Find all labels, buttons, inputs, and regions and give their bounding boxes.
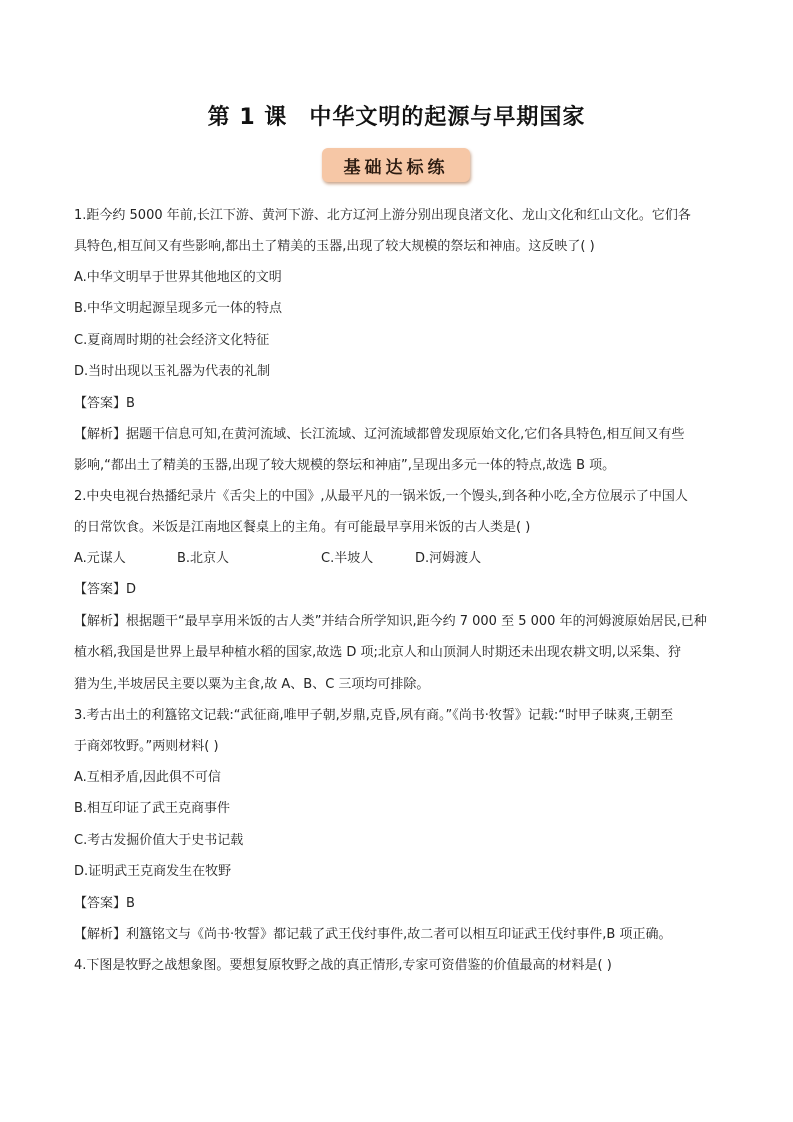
q2-option-a: A.元谋人 bbox=[74, 551, 126, 566]
q4-stem-line1: 4.下图是牧野之战想象图。要想复原牧野之战的真正情形,专家可资借鉴的价值最高的材料是( ) bbox=[74, 958, 612, 973]
q1-option-d: D.当时出现以玉礼器为代表的礼制 bbox=[74, 364, 271, 379]
q3-option-d: D.证明武王克商发生在牧野 bbox=[74, 864, 232, 879]
q2-explanation-line1: 【解析】根据题干“最早享用米饭的古人类”并结合所学知识,距今约 7 000 至 5 000 年的河姆渡原始居民,已种 bbox=[74, 614, 707, 629]
q3-stem-line2: 于商郊牧野。”两则材料( ) bbox=[74, 739, 219, 754]
q2-explanation-line3: 猎为生,半坡居民主要以粟为主食,故 A、B、C 三项均可排除。 bbox=[74, 677, 430, 692]
q1-explanation-line1: 【解析】据题干信息可知,在黄河流域、长江流域、辽河流域都曾发现原始文化,它们各具特色,相互间又有些 bbox=[74, 427, 685, 442]
lesson-title: 中华文明的起源与早期国家 bbox=[309, 105, 586, 130]
page-title bbox=[0, 100, 793, 131]
q1-option-c: C.夏商周时期的社会经济文化特征 bbox=[74, 333, 270, 348]
q2-stem-line1: 2.中央电视台热播纪录片《舌尖上的中国》,从最平凡的一锅米饭,一个馒头,到各种小吃,全方位展示了中国人 bbox=[74, 489, 688, 504]
q3-option-b: B.相互印证了武王克商事件 bbox=[74, 801, 231, 816]
q3-answer: 【答案】B bbox=[74, 896, 135, 911]
q2-options bbox=[74, 551, 481, 567]
q3-explanation-line1: 【解析】利簋铭文与《尚书·牧誓》都记载了武王伐纣事件,故二者可以相互印证武王伐纣事件,B 项正确。 bbox=[74, 927, 672, 942]
q3-option-a: A.互相矛盾,因此俱不可信 bbox=[74, 770, 221, 785]
q3-stem-line1: 3.考古出土的利簋铭文记载:“武征商,唯甲子朝,岁鼎,克昏,夙有商。”《尚书·牧誓》记载:“时甲子昧爽,王朝至 bbox=[74, 708, 674, 723]
q1-option-a: A.中华文明早于世界其他地区的文明 bbox=[74, 270, 282, 285]
q1-explanation-line2: 影响,“都出土了精美的玉器,出现了较大规模的祭坛和神庙”,呈现出多元一体的特点,故选 B 项。 bbox=[74, 458, 616, 473]
q3-option-c: C.考古发掘价值大于史书记载 bbox=[74, 833, 244, 848]
q2-option-c: C.半坡人 bbox=[321, 551, 374, 566]
q2-option-b: B.北京人 bbox=[177, 551, 230, 566]
q2-explanation-line2: 植水稻,我国是世界上最早种植水稻的国家,故选 D 项;北京人和山顶洞人时期还未出现农耕文明,以采集、狩 bbox=[74, 645, 682, 660]
section-badge: 基础达标练 bbox=[322, 148, 470, 182]
q1-stem-line2: 具特色,相互间又有些影响,都出土了精美的玉器,出现了较大规模的祭坛和神庙。这反映了( ) bbox=[74, 239, 595, 254]
q1-stem-line1: 1.距今约 5000 年前,长江下游、黄河下游、北方辽河上游分别出现良渚文化、龙山文化和红山文化。它们各 bbox=[74, 208, 691, 223]
q2-option-d: D.河姆渡人 bbox=[415, 551, 482, 566]
q1-answer: 【答案】B bbox=[74, 396, 135, 411]
q1-option-b: B.中华文明起源呈现多元一体的特点 bbox=[74, 301, 283, 316]
lesson-number: 第 1 课 bbox=[207, 105, 288, 130]
q2-answer: 【答案】D bbox=[74, 582, 137, 597]
q2-stem-line2: 的日常饮食。米饭是江南地区餐桌上的主角。有可能最早享用米饭的古人类是( ) bbox=[74, 520, 531, 535]
